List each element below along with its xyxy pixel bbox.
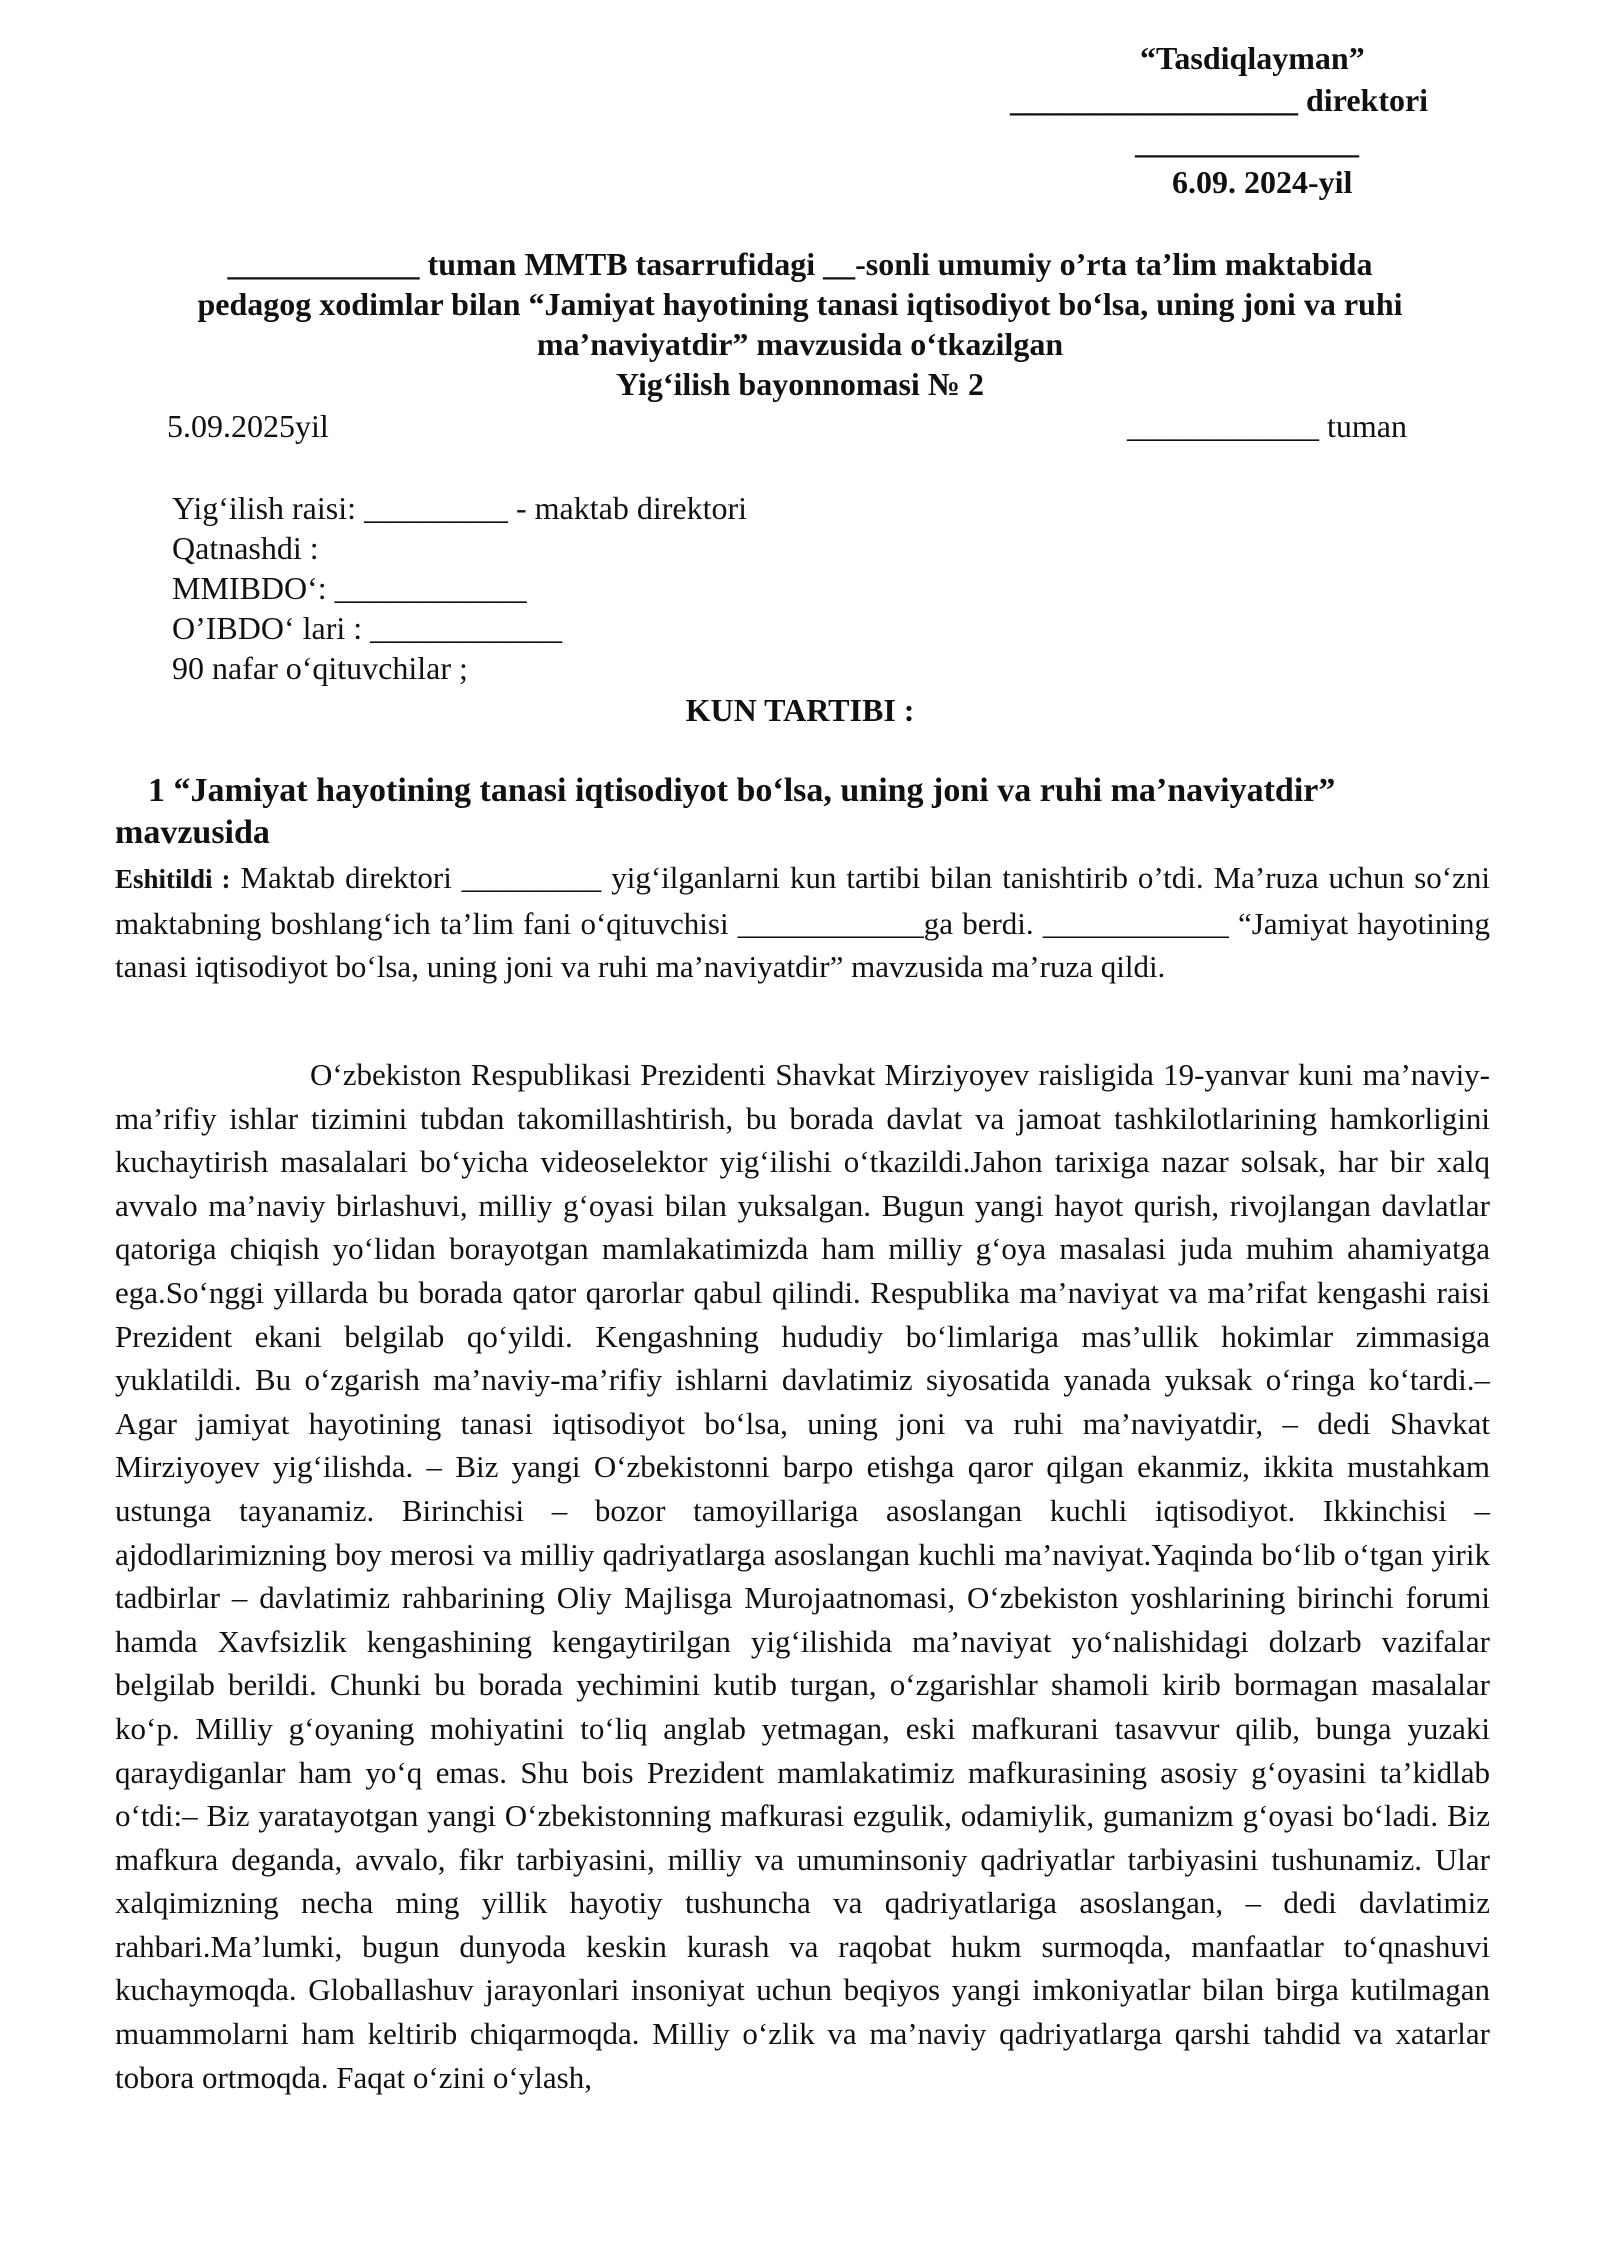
heard-label: Eshitildi : (115, 864, 231, 894)
meeting-district: ____________ tuman (1127, 408, 1407, 444)
body-section (115, 1053, 1490, 2099)
heading-line-2: pedagog xodimlar bilan “Jamiyat hayotining tanasi iqtisodiyot bo‘lsa, uning joni va ruhi (197, 286, 1403, 322)
attendee-oibdo: O’IBDO‘ lari : ____________ (172, 610, 563, 646)
heard-text: Maktab direktori _________ yig‘ilganlarni kun tartibi bilan tanishtirib o’tdi. Ma’ruza uchun so‘zni maktabning boshlang‘ich ta’lim fani o‘qituvchisi ____________ga berdi. ____________ “Jamiyat hayotining tanasi iqtisodiyot bo‘lsa, uning joni va ruhi ma’naviyatdir” mavzusida ma’ruza qildi. (115, 860, 1490, 985)
agenda-item-1-line-1: 1 “Jamiyat hayotining tanasi iqtisodiyot bo‘lsa, uning joni va ruhi ma’naviyatdir” (148, 772, 1336, 809)
approval-signature-line: ______________ (1135, 124, 1359, 160)
approval-date: 6.09. 2024-yil (1172, 164, 1353, 200)
heading-line-3: ma’naviyatdir” mavzusida o‘tkazilgan (536, 326, 1064, 362)
approval-title: “Tasdiqlayman” (1140, 40, 1365, 76)
attendee-mmibdo: MMIBDO‘: ____________ (172, 570, 527, 606)
attendee-teachers: 90 nafar o‘qituvchilar ; (172, 650, 468, 686)
agenda-item-1-line-2: mavzusida (115, 814, 270, 851)
heard-section (115, 856, 1490, 989)
meeting-date: 5.09.2025yil (167, 408, 329, 444)
heading-line-1: ____________ tuman MMTB tasarrufidagi __-sonli umumiy o’rta ta’lim maktabida (227, 246, 1373, 282)
agenda-title: KUN TARTIBI : (685, 692, 915, 728)
body-paragraph: O‘zbekiston Respublikasi Prezidenti Shavkat Mirziyoyev raisligida 19-yanvar kuni ma’naviy-ma’rifiy ishlar tizimini tubdan takomillashtirish, bu borada davlat va jamoat tashkilotlarining hamkorligini kuchaytirish masalalari bo‘yicha videoselektor yig‘ilishi o‘tkazildi.Jahon tarixiga nazar solsak, har bir xalq avvalo ma’naviy birlashuvi, milliy g‘oyasi bilan yuksalgan. Bugun yangi hayot qurish, rivojlangan davlatlar qatoriga chiqish yo‘lidan borayotgan mamlakatimizda ham milliy g‘oya masalasi juda muhim ahamiyatga ega.So‘nggi yillarda bu borada qator qarorlar qabul qilindi. Respublika ma’naviyat va ma’rifat kengashi raisi Prezident ekani belgilab qo‘yildi. Kengashning hududiy bo‘limlariga mas’ullik hokimlar zimmasiga yuklatildi. Bu o‘zgarish ma’naviy-ma’rifiy ishlarni davlatimiz siyosatida yanada yuksak o‘ringa ko‘tardi.– Agar jamiyat hayotining tanasi iqtisodiyot bo‘lsa, uning joni va ruhi ma’naviyatdir, – dedi Shavkat Mirziyoyev yig‘ilishda. – Biz yangi O‘zbekistonni barpo etishga qaror qilgan ekanmiz, ikkita mustahkam ustunga tayanamiz. Birinchisi – bozor tamoyillariga asoslangan kuchli iqtisodiyot. Ikkinchisi – ajdodlarimizning boy merosi va milliy qadriyatlarga asoslangan kuchli ma’naviyat.Yaqinda bo‘lib o‘tgan yirik tadbirlar – davlatimiz rahbarining Oliy Majlisga Murojaatnomasi, O‘zbekiston yoshlarining birinchi forumi hamda Xavfsizlik kengashining kengaytirilgan yig‘ilishida ma’naviyat yo‘nalishidagi dolzarb vazifalar belgilab berildi. Chunki bu borada yechimini kutib turgan, o‘zgarishlar shamoli kirib bormagan masalalar ko‘p. Milliy g‘oyaning mohiyatini to‘liq anglab yetmagan, eski mafkurani tasavvur qilib, bunga yuzaki qaraydiganlar ham yo‘q emas. Shu bois Prezident mamlakatimiz mafkurasining asosiy g‘oyasini ta’kidlab o‘tdi:– Biz yaratayotgan yangi O‘zbekistonning mafkurasi ezgulik, odamiylik, gumanizm g‘oyasi bo‘ladi. Biz mafkura deganda, avvalo, fikr tarbiyasini, milliy va umuminsoniy qadriyatlar tarbiyasini tushunamiz. Ular xalqimizning necha ming yillik hayotiy tushuncha va qadriyatlariga asoslangan, – dedi davlatimiz rahbari.Ma’lumki, bugun dunyoda keskin kurash va raqobat hukm surmoqda, manfaatlar to‘qnashuvi kuchaymoqda. Globallashuv jarayonlari insoniyat uchun beqiyos yangi imkoniyatlar bilan birga kutilmagan muammolarni ham keltirib chiqarmoqda. Milliy o‘zlik va ma’naviy qadriyatlarga qarshi tahdid va xatarlar tobora ortmoqda. Faqat o‘zini o‘ylash, (115, 1057, 1490, 2095)
heading-line-4: Yig‘ilish bayonnomasi № 2 (616, 366, 984, 402)
meeting-chair: Yig‘ilish raisi: _________ - maktab direktori (172, 490, 748, 526)
approval-director-line: __________________ direktori (1010, 82, 1429, 118)
attendees-label: Qatnashdi : (172, 530, 319, 566)
